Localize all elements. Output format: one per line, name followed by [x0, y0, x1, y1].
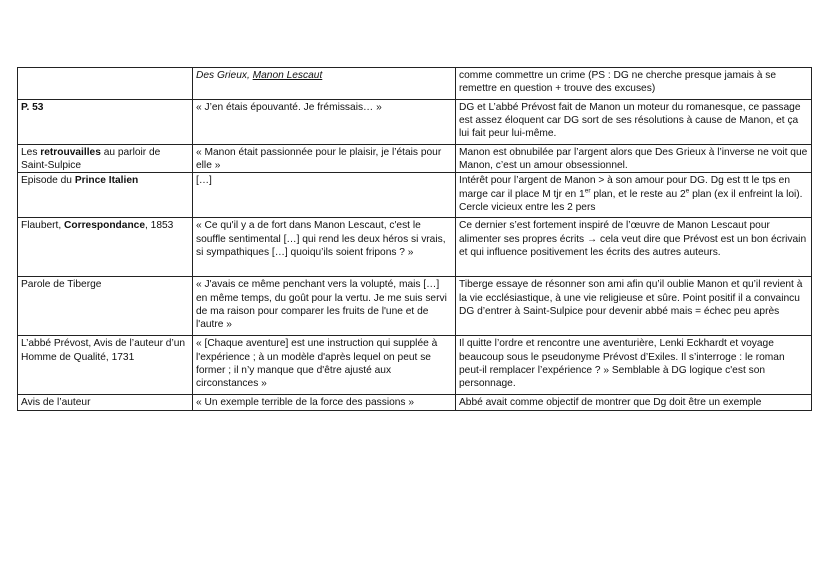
table-row: [18, 145, 812, 173]
ref-text: , 1853: [145, 220, 174, 232]
table-row: [18, 395, 812, 411]
reference-cell: L’abbé Prévost, Avis de l’auteur d’un Homme de Qualité, 1731: [18, 336, 193, 395]
ref-text: au parloir de Saint-Sulpice: [21, 147, 161, 172]
superscript: er: [584, 187, 591, 195]
analysis-cell: Manon est obnubilée par l’argent alors que Des Grieux à l’inverse ne voit que Manon, c’est un amour obsessionnel.: [456, 145, 812, 173]
reference-cell: [18, 145, 193, 173]
author-text: Des Grieux,: [196, 70, 253, 81]
page-ref: P. 53: [21, 102, 44, 113]
superscript: e: [685, 187, 690, 195]
ref-text: Episode du: [21, 175, 75, 187]
analysis-text: plan (ex il enfreint la loi). Cercle vicieux entre les 2 pers: [459, 188, 803, 213]
reference-cell: [18, 218, 193, 277]
quote-cell: […]: [193, 173, 456, 218]
table-row: [18, 277, 812, 336]
ref-bold: Correspondance: [64, 220, 145, 232]
quote-cell: « Manon était passionnée pour le plaisir, je l’étais pour elle »: [193, 145, 456, 173]
reference-cell: Parole de Tiberge: [18, 277, 193, 336]
table-row: [18, 100, 812, 145]
quote-cell: « J’en étais épouvanté. Je frémissais… »: [193, 100, 456, 145]
analysis-text: plan, et le reste au 2: [590, 188, 686, 200]
table-row: [18, 336, 812, 395]
table-row: [18, 68, 812, 100]
quote-cell: « J'avais ce même penchant vers la volupté, mais […] en même temps, du goût pour la vertu. Je me suis servi de ma raison pour comparer les fruits de l'une et de l'autre »: [193, 277, 456, 336]
analysis-cell: Il quitte l’ordre et rencontre une aventurière, Lenki Eckhardt et voyage beaucoup sous le pseudonyme Prévost d’Exiles. Il s’interroge : le roman peut-il remplacer l’expérience ? » Semblable à DG logique c'est son personnage.: [456, 336, 812, 395]
analysis-cell: [456, 173, 812, 218]
ref-text: Les: [21, 147, 41, 158]
analysis-cell: Tiberge essaye de résonner son ami afin qu’il oublie Manon et qu’il revient à la vie ecclésiastique, à une vie religieuse et sûre. Point positif il a convaincu DG d’entrer à Saint-Sulpice pour devenir abbé mais = échec peu après: [456, 277, 812, 336]
analysis-text: Intérêt pour l’argent de Manon > à son amour pour DG. Dg est tt le tps en marge car il place M tjr en 1: [459, 175, 790, 200]
reference-cell: [18, 68, 193, 100]
table-row: [18, 173, 812, 218]
quote-cell: [193, 68, 456, 100]
analysis-cell: Ce dernier s’est fortement inspiré de l’œuvre de Manon Lescaut pour alimenter ses propres écrits → cela veut dire que Prévost est un bon écrivain et qui influence positivement les écrits des autres auteurs.: [456, 218, 812, 277]
analysis-cell: DG et L’abbé Prévost fait de Manon un moteur du romanesque, ce passage est assez éloquent car DG sort de ses résolutions à cause de Manon, et ça lui fait peur lui-même.: [456, 100, 812, 145]
notes-table: [17, 67, 812, 411]
reference-cell: [18, 173, 193, 218]
ref-bold: retrouvailles: [40, 147, 101, 158]
ref-bold: Prince Italien: [74, 175, 139, 187]
quote-cell: « Ce qu'il y a de fort dans Manon Lescaut, c'est le souffle sentimental […] qui rend les deux héros si vrais, si sympathiques […] quoiqu’ils soient fripons ? »: [193, 218, 456, 277]
analysis-cell: comme commettre un crime (PS : DG ne cherche presque jamais à se remettre en question + trouve des excuses): [456, 68, 812, 100]
quote-cell: « [Chaque aventure] est une instruction qui supplée à l'expérience ; à un modèle d'après lequel on peut se former ; il n’y manque que d'être ajusté aux circonstances »: [193, 336, 456, 395]
reference-cell: Avis de l’auteur: [18, 395, 193, 411]
reference-cell: [18, 100, 193, 145]
table-row: [18, 218, 812, 277]
title-text: Manon Lescaut: [252, 70, 323, 81]
ref-text: Flaubert,: [21, 220, 65, 232]
quote-cell: « Un exemple terrible de la force des passions »: [193, 395, 456, 411]
analysis-cell: Abbé avait comme objectif de montrer que Dg doit être un exemple: [456, 395, 812, 411]
